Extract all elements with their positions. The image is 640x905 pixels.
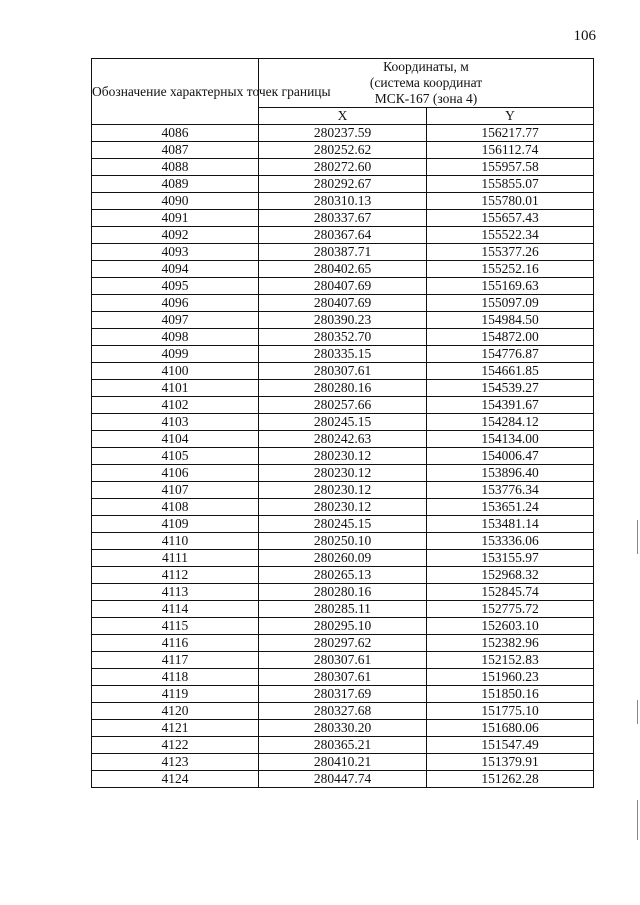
table-row — [92, 652, 594, 669]
y-coordinate-cell: 154134.00 — [427, 431, 594, 448]
x-coordinate-cell: 280237.59 — [259, 125, 427, 142]
point-id-cell: 4091 — [92, 210, 259, 227]
table-row — [92, 720, 594, 737]
table-row — [92, 210, 594, 227]
x-coordinate-cell: 280330.20 — [259, 720, 427, 737]
point-id-cell: 4090 — [92, 193, 259, 210]
x-coordinate-cell: 280245.15 — [259, 414, 427, 431]
table-row — [92, 414, 594, 431]
point-id-cell: 4116 — [92, 635, 259, 652]
y-coordinate-cell: 151379.91 — [427, 754, 594, 771]
table-row — [92, 533, 594, 550]
point-id-cell: 4092 — [92, 227, 259, 244]
table-row — [92, 159, 594, 176]
x-coordinate-cell: 280242.63 — [259, 431, 427, 448]
point-id-cell: 4118 — [92, 669, 259, 686]
point-id-cell: 4089 — [92, 176, 259, 193]
table-header — [92, 59, 594, 125]
table-row — [92, 193, 594, 210]
y-coordinate-cell: 152845.74 — [427, 584, 594, 601]
x-coordinate-cell: 280335.15 — [259, 346, 427, 363]
y-coordinate-cell: 151547.49 — [427, 737, 594, 754]
table-row — [92, 584, 594, 601]
y-coordinate-cell: 152382.96 — [427, 635, 594, 652]
point-id-cell: 4122 — [92, 737, 259, 754]
x-coordinate-cell: 280307.61 — [259, 652, 427, 669]
point-id-cell: 4099 — [92, 346, 259, 363]
table-row — [92, 771, 594, 788]
coords-header-line: МСК-167 (зона 4) — [374, 91, 478, 106]
y-coordinate-cell: 151960.23 — [427, 669, 594, 686]
y-coordinate-cell: 154776.87 — [427, 346, 594, 363]
table-row — [92, 635, 594, 652]
table-row — [92, 397, 594, 414]
table-row — [92, 176, 594, 193]
point-id-cell: 4087 — [92, 142, 259, 159]
y-coordinate-cell: 155780.01 — [427, 193, 594, 210]
coordinates-table — [91, 58, 594, 788]
table-row — [92, 142, 594, 159]
y-coordinate-cell: 155252.16 — [427, 261, 594, 278]
x-coordinate-cell: 280327.68 — [259, 703, 427, 720]
point-id-cell: 4106 — [92, 465, 259, 482]
x-coordinate-cell: 280250.10 — [259, 533, 427, 550]
point-id-cell: 4107 — [92, 482, 259, 499]
table-row — [92, 312, 594, 329]
point-id-cell: 4103 — [92, 414, 259, 431]
x-coordinate-cell: 280280.16 — [259, 380, 427, 397]
y-coordinate-cell: 155957.58 — [427, 159, 594, 176]
y-coordinate-cell: 151850.16 — [427, 686, 594, 703]
x-coordinate-cell: 280252.62 — [259, 142, 427, 159]
x-column-header: X — [259, 108, 427, 125]
point-label-header: Обозначение характерных точек границы — [92, 59, 259, 125]
x-coordinate-cell: 280352.70 — [259, 329, 427, 346]
table-row — [92, 244, 594, 261]
coordinates-group-header — [259, 59, 594, 108]
y-coordinate-cell: 155169.63 — [427, 278, 594, 295]
point-id-cell: 4110 — [92, 533, 259, 550]
table-row — [92, 431, 594, 448]
table-row — [92, 346, 594, 363]
y-coordinate-cell: 155855.07 — [427, 176, 594, 193]
point-id-cell: 4086 — [92, 125, 259, 142]
y-coordinate-cell: 151262.28 — [427, 771, 594, 788]
x-coordinate-cell: 280407.69 — [259, 278, 427, 295]
x-coordinate-cell: 280245.15 — [259, 516, 427, 533]
margin-mark — [637, 700, 638, 724]
x-coordinate-cell: 280292.67 — [259, 176, 427, 193]
point-id-cell: 4097 — [92, 312, 259, 329]
x-coordinate-cell: 280265.13 — [259, 567, 427, 584]
y-coordinate-cell: 155097.09 — [427, 295, 594, 312]
x-coordinate-cell: 280447.74 — [259, 771, 427, 788]
y-coordinate-cell: 151775.10 — [427, 703, 594, 720]
x-coordinate-cell: 280410.21 — [259, 754, 427, 771]
point-id-cell: 4119 — [92, 686, 259, 703]
table-row — [92, 295, 594, 312]
y-coordinate-cell: 156112.74 — [427, 142, 594, 159]
table-row — [92, 278, 594, 295]
y-coordinate-cell: 152775.72 — [427, 601, 594, 618]
x-coordinate-cell: 280297.62 — [259, 635, 427, 652]
x-coordinate-cell: 280367.64 — [259, 227, 427, 244]
x-coordinate-cell: 280310.13 — [259, 193, 427, 210]
y-coordinate-cell: 155377.26 — [427, 244, 594, 261]
point-id-cell: 4120 — [92, 703, 259, 720]
table-row — [92, 499, 594, 516]
point-id-cell: 4094 — [92, 261, 259, 278]
point-id-cell: 4111 — [92, 550, 259, 567]
table-row — [92, 363, 594, 380]
y-coordinate-cell: 154391.67 — [427, 397, 594, 414]
point-id-cell: 4124 — [92, 771, 259, 788]
point-id-cell: 4098 — [92, 329, 259, 346]
y-coordinate-cell: 154984.50 — [427, 312, 594, 329]
x-coordinate-cell: 280285.11 — [259, 601, 427, 618]
x-coordinate-cell: 280407.69 — [259, 295, 427, 312]
y-coordinate-cell: 153481.14 — [427, 516, 594, 533]
x-coordinate-cell: 280280.16 — [259, 584, 427, 601]
table-row — [92, 465, 594, 482]
table-row — [92, 567, 594, 584]
y-coordinate-cell: 153896.40 — [427, 465, 594, 482]
table-row — [92, 550, 594, 567]
y-coordinate-cell: 154661.85 — [427, 363, 594, 380]
page-number: 106 — [573, 28, 596, 44]
x-coordinate-cell: 280337.67 — [259, 210, 427, 227]
table-row — [92, 125, 594, 142]
y-coordinate-cell: 154006.47 — [427, 448, 594, 465]
y-coordinate-cell: 154284.12 — [427, 414, 594, 431]
y-coordinate-cell: 152603.10 — [427, 618, 594, 635]
point-id-cell: 4112 — [92, 567, 259, 584]
x-coordinate-cell: 280260.09 — [259, 550, 427, 567]
y-coordinate-cell: 153336.06 — [427, 533, 594, 550]
point-id-cell: 4123 — [92, 754, 259, 771]
margin-mark — [637, 520, 638, 554]
table-row — [92, 448, 594, 465]
point-id-cell: 4095 — [92, 278, 259, 295]
point-id-cell: 4108 — [92, 499, 259, 516]
table-row — [92, 329, 594, 346]
table-row — [92, 516, 594, 533]
point-id-cell: 4115 — [92, 618, 259, 635]
margin-mark — [637, 800, 638, 840]
table-row — [92, 703, 594, 720]
table-row — [92, 686, 594, 703]
x-coordinate-cell: 280307.61 — [259, 669, 427, 686]
x-coordinate-cell: 280402.65 — [259, 261, 427, 278]
x-coordinate-cell: 280365.21 — [259, 737, 427, 754]
table-row — [92, 737, 594, 754]
x-coordinate-cell: 280390.23 — [259, 312, 427, 329]
point-id-cell: 4105 — [92, 448, 259, 465]
x-coordinate-cell: 280230.12 — [259, 482, 427, 499]
point-id-cell: 4102 — [92, 397, 259, 414]
x-coordinate-cell: 280257.66 — [259, 397, 427, 414]
table-row — [92, 669, 594, 686]
table-row — [92, 227, 594, 244]
table-row — [92, 618, 594, 635]
coords-header-line: Координаты, м — [383, 59, 469, 74]
point-id-cell: 4104 — [92, 431, 259, 448]
y-coordinate-cell: 156217.77 — [427, 125, 594, 142]
x-coordinate-cell: 280317.69 — [259, 686, 427, 703]
point-id-cell: 4117 — [92, 652, 259, 669]
point-id-cell: 4096 — [92, 295, 259, 312]
x-coordinate-cell: 280230.12 — [259, 448, 427, 465]
x-coordinate-cell: 280295.10 — [259, 618, 427, 635]
y-column-header: Y — [427, 108, 594, 125]
point-id-cell: 4101 — [92, 380, 259, 397]
y-coordinate-cell: 152968.32 — [427, 567, 594, 584]
x-coordinate-cell: 280230.12 — [259, 499, 427, 516]
point-id-cell: 4114 — [92, 601, 259, 618]
x-coordinate-cell: 280230.12 — [259, 465, 427, 482]
y-coordinate-cell: 153651.24 — [427, 499, 594, 516]
table-row — [92, 482, 594, 499]
table-row — [92, 754, 594, 771]
table-row — [92, 380, 594, 397]
point-id-cell: 4088 — [92, 159, 259, 176]
x-coordinate-cell: 280387.71 — [259, 244, 427, 261]
table-row — [92, 261, 594, 278]
x-coordinate-cell: 280272.60 — [259, 159, 427, 176]
table-row — [92, 601, 594, 618]
point-id-cell: 4093 — [92, 244, 259, 261]
y-coordinate-cell: 151680.06 — [427, 720, 594, 737]
y-coordinate-cell: 154539.27 — [427, 380, 594, 397]
point-id-cell: 4113 — [92, 584, 259, 601]
y-coordinate-cell: 155657.43 — [427, 210, 594, 227]
y-coordinate-cell: 152152.83 — [427, 652, 594, 669]
y-coordinate-cell: 155522.34 — [427, 227, 594, 244]
y-coordinate-cell: 154872.00 — [427, 329, 594, 346]
y-coordinate-cell: 153776.34 — [427, 482, 594, 499]
table-body — [92, 125, 594, 788]
point-id-cell: 4100 — [92, 363, 259, 380]
point-id-cell: 4109 — [92, 516, 259, 533]
coords-header-line: (система координат — [369, 75, 483, 90]
y-coordinate-cell: 153155.97 — [427, 550, 594, 567]
x-coordinate-cell: 280307.61 — [259, 363, 427, 380]
point-id-cell: 4121 — [92, 720, 259, 737]
